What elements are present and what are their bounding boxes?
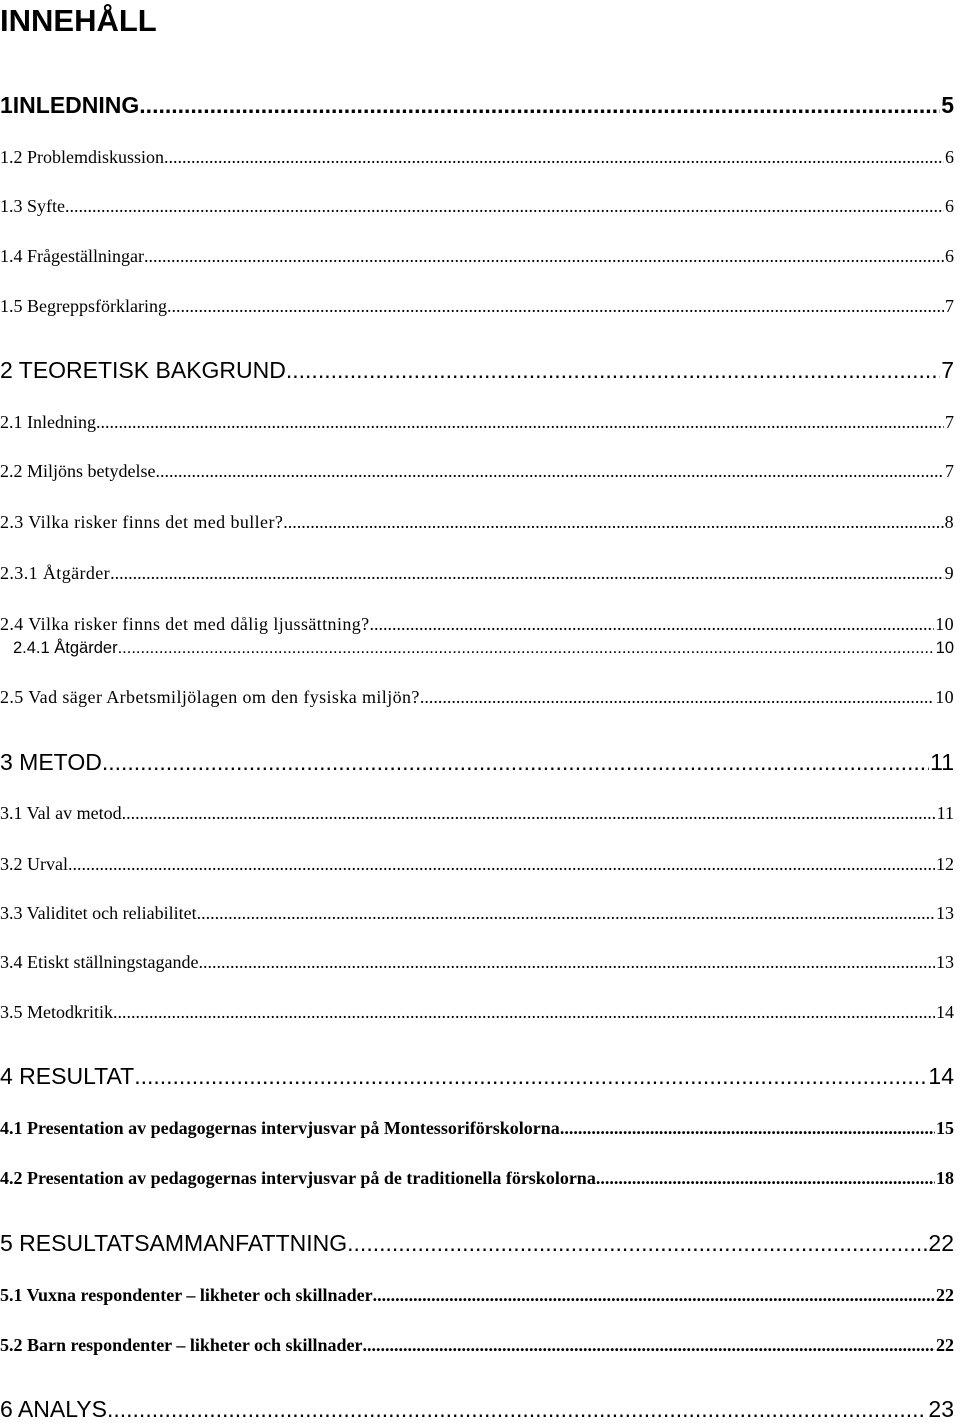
toc-entry-text: 1.5 Begreppsförklaring	[0, 296, 167, 316]
toc-page-number: 22	[928, 1230, 954, 1256]
toc-entry-text: 2.1 Inledning	[0, 412, 96, 432]
toc-page-number: 6	[945, 196, 954, 216]
toc-leader	[198, 951, 935, 973]
toc-entry-3-metod[interactable]	[0, 748, 954, 776]
toc-entry-text: 1.2 Problemdiskussion	[0, 147, 165, 167]
toc-entry-text: 2 TEORETISK BAKGRUND	[0, 357, 286, 383]
toc-entry-2-4[interactable]	[0, 613, 954, 635]
toc-entry-3-1[interactable]	[0, 802, 954, 824]
toc-entry-text: 5.1 Vuxna respondenter – likheter och skillnader	[0, 1285, 373, 1305]
toc-leader	[363, 1334, 935, 1356]
toc-page-number: 7	[945, 461, 954, 481]
toc-entry-3-3[interactable]	[0, 902, 954, 924]
toc-entry-text: 2.5 Vad säger Arbetsmiljölagen om den fysiska miljön?	[0, 687, 420, 707]
toc-page-number: 7	[941, 357, 954, 383]
toc-entry-text: 5 RESULTATSAMMANFATTNING	[0, 1230, 348, 1256]
toc-leader	[96, 411, 944, 433]
toc-entry-text: 2.3.1 Åtgärder	[0, 563, 111, 583]
toc-leader	[156, 460, 945, 482]
toc-page-number: 22	[936, 1285, 954, 1305]
toc-entry-2-5[interactable]	[0, 686, 954, 708]
toc-entry-6-analys[interactable]	[0, 1395, 954, 1423]
toc-entry-2-3[interactable]	[0, 511, 954, 533]
toc-leader	[373, 1284, 935, 1306]
toc-entry-text: 2.4 Vilka risker finns det med dålig ljussättning?	[0, 614, 370, 634]
toc-entry-5-1[interactable]	[0, 1284, 954, 1306]
toc-entry-5-2[interactable]	[0, 1334, 954, 1356]
toc-leader	[420, 686, 934, 708]
toc-entry-text: 4.2 Presentation av pedagogernas intervjusvar på de traditionella förskolorna	[0, 1168, 596, 1188]
toc-page-number: 7	[945, 296, 954, 316]
toc-leader	[283, 511, 943, 533]
toc-page-number: 5	[941, 92, 954, 118]
toc-leader	[65, 195, 944, 217]
toc-page-number: 14	[928, 1063, 954, 1089]
toc-entry-text: 2.3 Vilka risker finns det med buller?	[0, 512, 284, 532]
toc-page-number: 10	[935, 614, 954, 634]
toc-page-number: 22	[936, 1335, 954, 1355]
toc-leader	[347, 1229, 927, 1257]
toc-page-number: 9	[944, 563, 954, 583]
toc-entry-text: 3.4 Etiskt ställningstagande	[0, 952, 199, 972]
toc-entry-text: 1.3 Syfte	[0, 196, 65, 216]
toc-leader	[370, 613, 935, 635]
toc-entry-3-5[interactable]	[0, 1001, 954, 1023]
toc-leader	[197, 902, 935, 924]
toc-entry-text: 3.5 Metodkritik	[0, 1002, 113, 1022]
toc-entry-1-3[interactable]	[0, 195, 954, 217]
toc-leader	[139, 91, 940, 119]
toc-entry-1-2[interactable]	[0, 146, 954, 168]
toc-entry-text: 3.3 Validitet och reliabilitet	[0, 903, 197, 923]
toc-leader	[167, 295, 944, 317]
toc-page-number: 13	[936, 903, 954, 923]
toc-entry-text: 3 METOD	[0, 749, 102, 775]
toc-entry-4-resultat[interactable]	[0, 1062, 954, 1090]
toc-leader	[560, 1117, 935, 1139]
toc-leader	[144, 245, 944, 267]
toc-entry-text: 2.4.1 Åtgärder	[13, 639, 118, 657]
toc-entry-2-1[interactable]	[0, 411, 954, 433]
toc-leader	[68, 853, 935, 875]
toc-entry-text: 6 ANALYS	[0, 1396, 107, 1422]
toc-page-number: 7	[945, 412, 954, 432]
toc-entry-4-2[interactable]	[0, 1167, 954, 1189]
toc-entry-2-3-1[interactable]	[0, 562, 954, 584]
toc-page-number: 10	[935, 639, 954, 657]
toc-leader	[110, 562, 944, 584]
toc-page-number: 10	[935, 687, 954, 707]
toc-leader	[118, 637, 935, 659]
toc-leader	[102, 748, 929, 776]
toc-entry-1-5[interactable]	[0, 295, 954, 317]
toc-entry-5-resultatsammanfattning[interactable]	[0, 1229, 954, 1257]
toc-page-number: 8	[944, 512, 954, 532]
toc-page-number: 13	[936, 952, 954, 972]
page-title: INNEHÅLL	[0, 3, 157, 38]
toc-leader	[286, 356, 940, 384]
toc-entry-text: 1.4 Frågeställningar	[0, 246, 144, 266]
toc-entry-text: 4.1 Presentation av pedagogernas intervjusvar på Montessoriförskolorna	[0, 1118, 560, 1138]
toc-leader	[596, 1167, 935, 1189]
toc-entry-text: 4 RESULTAT	[0, 1063, 135, 1089]
toc-entry-text: 2.2 Miljöns betydelse	[0, 461, 156, 481]
toc-leader	[164, 146, 944, 168]
toc-entry-3-2[interactable]	[0, 853, 954, 875]
toc-entry-text: 5.2 Barn respondenter – likheter och skillnader	[0, 1335, 363, 1355]
toc-entry-1-4[interactable]	[0, 245, 954, 267]
toc-page-number: 15	[936, 1118, 954, 1138]
toc-page-number: 12	[936, 854, 954, 874]
toc-leader	[134, 1062, 927, 1090]
toc-entry-2-2[interactable]	[0, 460, 954, 482]
toc-leader	[122, 802, 936, 824]
toc-page-number: 6	[945, 246, 954, 266]
toc-entry-2-4-1[interactable]	[13, 637, 954, 659]
toc-entry-2-teoretisk-bakgrund[interactable]	[0, 356, 954, 384]
toc-leader	[113, 1001, 935, 1023]
toc-page-number: 18	[936, 1168, 954, 1188]
toc-page-number: 23	[928, 1396, 954, 1422]
toc-entry-text: 1INLEDNING	[0, 92, 140, 118]
toc-entry-3-4[interactable]	[0, 951, 954, 973]
toc-page-number: 11	[936, 803, 954, 823]
toc-page-number: 6	[945, 147, 954, 167]
toc-entry-text: 3.1 Val av metod	[0, 803, 122, 823]
toc-page-number: 14	[936, 1002, 954, 1022]
toc-entry-text: 3.2 Urval	[0, 854, 68, 874]
toc-entry-1-inledning[interactable]	[0, 91, 954, 119]
toc-leader	[107, 1395, 927, 1423]
toc-page-number: 11	[930, 749, 954, 775]
toc-entry-4-1[interactable]	[0, 1117, 954, 1139]
